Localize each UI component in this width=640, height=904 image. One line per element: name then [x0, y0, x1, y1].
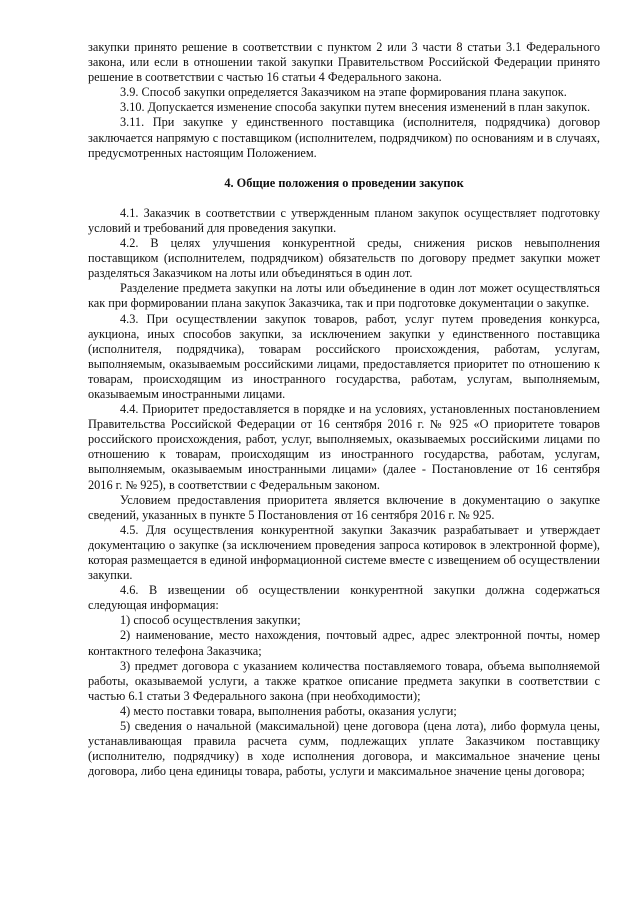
document-page — [88, 40, 600, 779]
paragraph-4-5: 4.5. Для осуществления конкурентной закупки Заказчик разрабатывает и утверждает документацию о закупке (за исключением проведения запроса котировок в электронной форме), которая размещается в единой информационной системе вместе с извещением об осуществлении закупки. — [88, 522, 600, 583]
list-item-1: 1) способ осуществления закупки; — [120, 613, 301, 628]
list-item-2: 2) наименование, место нахождения, почтовый адрес, адрес электронной почты, номер контактного телефона Заказчика; — [88, 628, 600, 658]
paragraph-3-9: 3.9. Способ закупки определяется Заказчиком на этапе формирования плана закупок. — [120, 85, 567, 100]
paragraph-4-4-condition: Условием предоставления приоритета является включение в документацию о закупке сведений, указанных в пункте 5 Постановления от 16 сентября 2016 г. № 925. — [88, 492, 600, 522]
paragraph-4-3: 4.3. При осуществлении закупок товаров, работ, услуг путем проведения конкурса, аукциона, иных способов закупки, за исключением закупки у единственного поставщика (исполнителя, подрядчика), товарам российского происхождения, работам, услугам, выполняемым, оказываемым российскими лицами, предоставляется приоритет по отношению к товарам, происходящим из иностранного государства, работам, услугам, выполняемым, оказываемым иностранными лицами. — [88, 311, 600, 401]
paragraph-4-2: 4.2. В целях улучшения конкурентной среды, снижения рисков невыполнения поставщиком (исполнителем, подрядчиком) обязательств по договору предмет закупки может разделяться Заказчиком на лоты или объединяться в один лот. — [88, 236, 600, 281]
paragraph-4-1: 4.1. Заказчик в соответствии с утвержденным планом закупок осуществляет подготовку условий и требований для проведения закупки. — [88, 205, 600, 235]
list-item-5: 5) сведения о начальной (максимальной) цене договора (цена лота), либо формула цены, устанавливающая правила расчета сумм, подлежащих уплате Заказчиком поставщику (исполнителю, подрядчику) в ходе исполнения договора, и максимальное значение цены договора, либо цена единицы товара, работы, услуги и максимальное значение цены договора; — [88, 719, 600, 779]
list-item-3: 3) предмет договора с указанием количества поставляемого товара, объема выполняемой работы, оказываемой услуги, а также краткое описание предмета закупки в соответствии с частью 6.1 статьи 3 Федерального закона (при необходимости); — [88, 658, 600, 703]
paragraph-3-10: 3.10. Допускается изменение способа закупки путем внесения изменений в план закупок. — [120, 100, 591, 115]
paragraph-4-2-lots: Разделение предмета закупки на лоты или объединение в один лот может осуществляться как при формировании плана закупок Заказчика, так и при подготовке документации о закупке. — [88, 281, 600, 311]
section-heading: 4. Общие положения о проведении закупок — [224, 175, 464, 190]
paragraph-4-6: 4.6. В извещении об осуществлении конкурентной закупки должна содержаться следующая информация: — [88, 583, 600, 613]
paragraph-4-4: 4.4. Приоритет предоставляется в порядке и на условиях, установленных постановлением Правительства Российской Федерации от 16 сентября 2016 г. № 925 «О приоритете товаров российского происхождения, работ, услуг, выполняемых, оказываемых российскими лицами по отношению к товарам, происходящим из иностранного государства, работам, услугам, выполняемым, оказываемым иностранными лицами» (далее - Постановление от 16 сентября 2016 г. № 925), в соответствии с Федеральным законом. — [88, 402, 600, 492]
list-item-4: 4) место поставки товара, выполнения работы, оказания услуги; — [120, 703, 457, 718]
paragraph-3-11: 3.11. При закупке у единственного поставщика (исполнителя, подрядчика) договор заключается напрямую с поставщиком (исполнителем, подрядчиком) по основаниям и в случаях, предусмотренных настоящим Положением. — [88, 115, 600, 160]
paragraph-continuation: закупки принято решение в соответствии с пунктом 2 или 3 части 8 статьи 3.1 Федерального закона, или если в отношении такой закупки Правительством Российской Федерации принято решение в соответствии с частью 16 статьи 4 Федерального закона. — [88, 40, 600, 85]
